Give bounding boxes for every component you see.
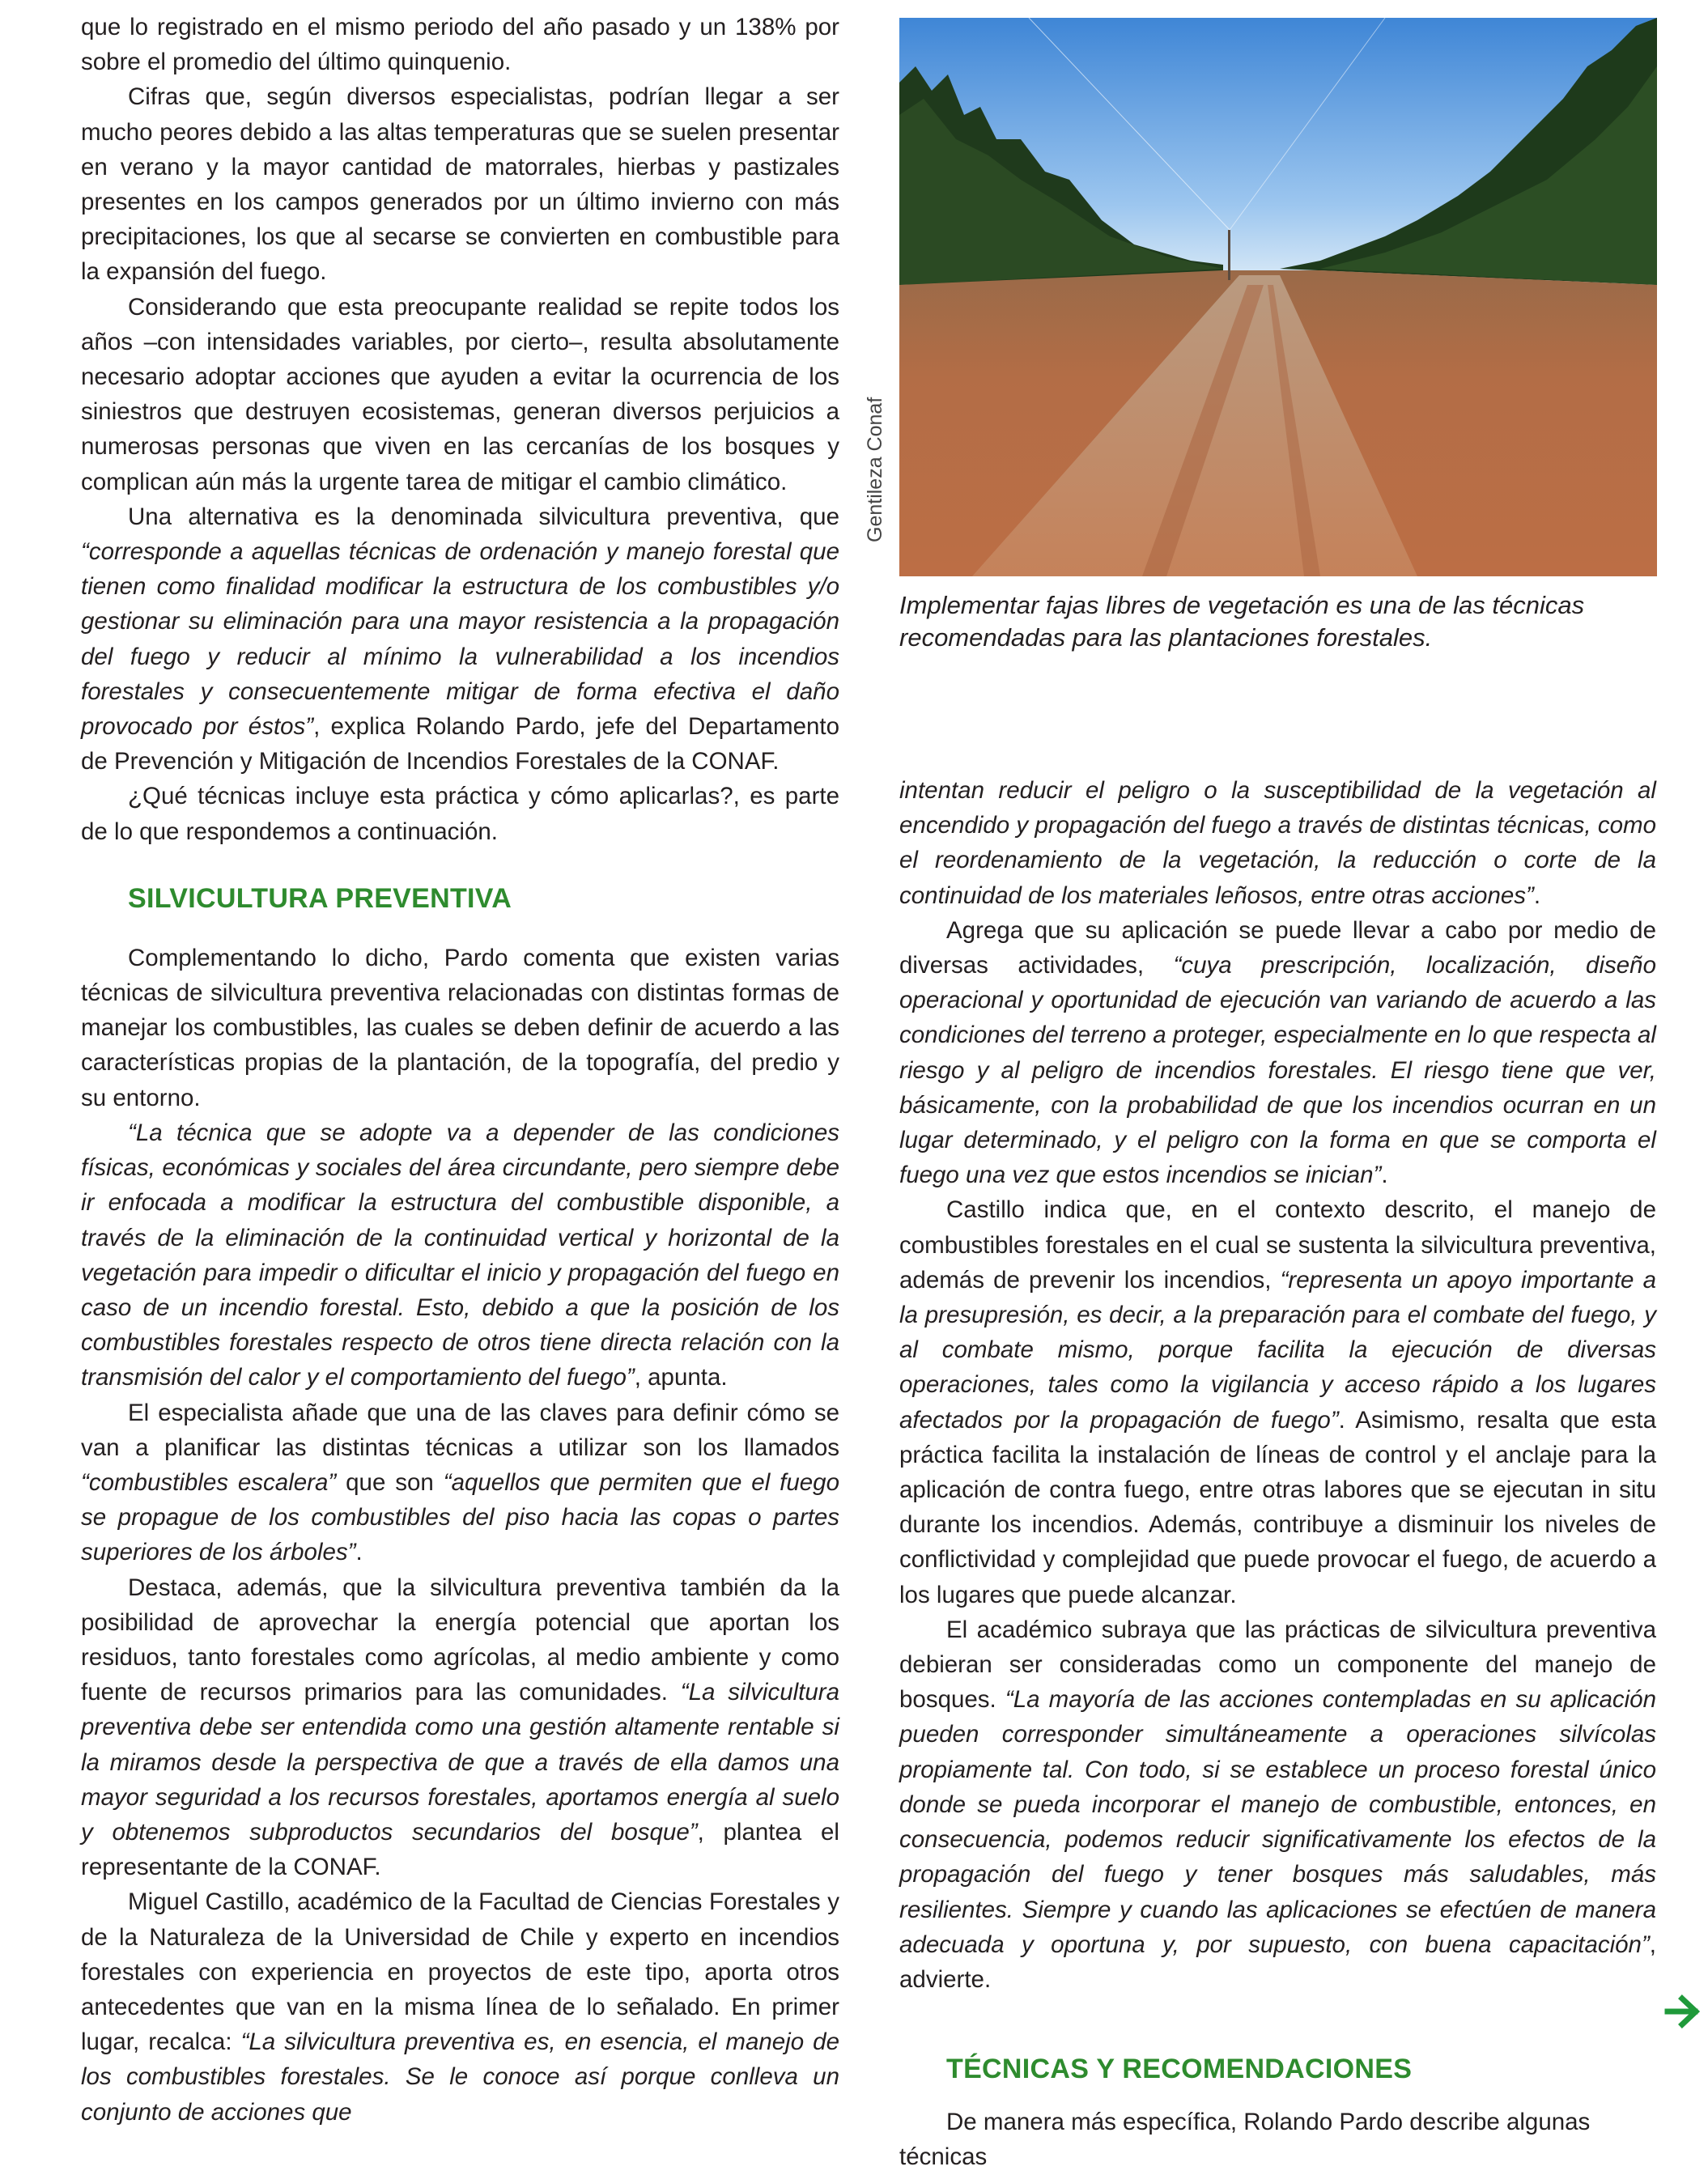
paragraph-text: que son <box>336 1468 444 1496</box>
paragraph-text: Cifras que, según diversos especialistas, podrían llegar a ser mucho peores debido a las altas temperaturas que se suelen presentar en verano y la mayor cantidad de matorrales, hierbas y pastizales presentes en los campos generados por un último invierno con más precipitaciones, los que al secarse se convierten en combustible para la expansión del fuego. <box>81 83 839 286</box>
arrow-right-icon[interactable] <box>1666 1996 1700 2027</box>
paragraph-text: que lo registrado en el mismo periodo del año pasado y un 138% por sobre el promedio del último quinquenio. <box>81 14 839 76</box>
left-column <box>81 10 839 2130</box>
photo-caption: Implementar fajas libres de vegetación es una de las técnicas recomendadas para las plantaciones forestales. <box>899 591 1585 652</box>
quote-text: “combustibles escalera” <box>81 1468 337 1496</box>
paragraph-text: Miguel Castillo, académico de la Facultad de Ciencias Forestales y de la Naturaleza de la Universidad de Chile y experto en incendios forestales con experiencia en proyectos de este tipo, aporta otros antecedentes que van en la misma línea de lo señalado. En primer lugar, recalca: <box>81 1888 839 2056</box>
section-heading: TÉCNICAS Y RECOMENDACIONES <box>946 2054 1413 2085</box>
paragraph-text: , explica Rolando Pardo, jefe del Departamento de Prevención y Mitigación de Incendios Forestales de la CONAF. <box>81 713 839 775</box>
paragraph-text: Destaca, además, que la silvicultura preventiva también da la posibilidad de aprovechar la energía potencial que aportan los residuos, tanto forestales como agrícolas, al medio ambiente y como fuente de recursos primarios para las comunidades. <box>81 1574 839 1706</box>
section-heading: SILVICULTURA PREVENTIVA <box>128 882 512 914</box>
forest-firebreak-road-photo <box>899 18 1657 576</box>
paragraph-text: Considerando que esta preocupante realidad se repite todos los años –con intensidades variables, por cierto–, resulta absolutamente necesario adoptar acciones que ayuden a evitar la ocurrencia de los siniestros que destruyen ecosistemas, generan diversos perjuicios a numerosas personas que viven en las cercanías de los bosques y complican aún más la urgente tarea de mitigar el cambio climático. <box>81 293 839 495</box>
paragraph <box>81 499 839 780</box>
paragraph-text: , apunta. <box>634 1364 728 1391</box>
quote-text: “La mayoría de las acciones contempladas en su aplicación pueden corresponder simultáneamente a operaciones silvícolas propiamente tal. Con todo, si se establece un proceso forestal único donde se pueda incorporar el manejo de combustible, entonces, en consecuencia, podemos reducir significativamente los efectos de la propagación del fuego y tener bosques más saludables, más resilientes. Siempre y cuando las aplicaciones se efectúen de manera adecuada y oportuna y, por supuesto, con buena capacitación” <box>899 1686 1656 1958</box>
quote-text: intentan reducir el peligro o la susceptibilidad de la vegetación al encendido y propagación del fuego a través de distintas técnicas, como el reordenamiento de la vegetación, la reducción o corte de la continuidad de los materiales leñosos, entre otras acciones” <box>899 777 1656 909</box>
paragraph <box>81 1395 839 1570</box>
paragraph <box>899 1612 1656 1997</box>
quote-text: “cuya prescripción, localización, diseño operacional y oportunidad de ejecución van variando de acuerdo a las condiciones del terreno a proteger, especialmente en lo que respecta al riesgo y al peligro de incendios forestales. El riesgo tiene que ver, básicamente, con la probabilidad de que los incendios ocurran en un lugar determinado, y el peligro con la forma en que se comporta el fuego una vez que estos incendios se inician” <box>899 952 1656 1189</box>
paragraph <box>81 290 839 499</box>
paragraph <box>81 1570 839 1885</box>
paragraph-text: Castillo indica que, en el contexto descrito, el manejo de combustibles forestales en el cual se sustenta la silvicultura preventiva, además de prevenir los incendios, <box>899 1196 1656 1294</box>
paragraph-text: . <box>1381 1162 1388 1189</box>
paragraph-text: El académico subraya que las prácticas de silvicultura preventiva debieran ser consideradas como un componente del manejo de bosques. <box>899 1616 1656 1714</box>
paragraph-text: . <box>1533 881 1541 909</box>
paragraph <box>899 773 1656 913</box>
paragraph <box>81 79 839 289</box>
paragraph-text: . Asimismo, resalta que esta práctica facilita la instalación de líneas de control y el anclaje para la aplicación de contra fuego, entre otras labores que se ejecutan in situ durante los incendios. Además, contribuye a disminuir los niveles de conflictividad y complejidad que puede provocar el fuego, de acuerdo a los lugares que puede alcanzar. <box>899 1406 1656 1608</box>
paragraph <box>81 779 839 848</box>
quote-text: “aquellos que permiten que el fuego se propague de los combustibles del piso hacia las copas o partes superiores de los árboles” <box>81 1468 839 1566</box>
photo-credit: Gentileza Conaf <box>864 397 886 542</box>
paragraph-text: Agrega que su aplicación se puede llevar a cabo por medio de diversas actividades, <box>899 916 1656 979</box>
paragraph-text: , advierte. <box>899 1931 1656 1993</box>
quote-text: “La silvicultura preventiva es, en esencia, el manejo de los combustibles forestales. Se le conoce así porque conlleva un conjunto de acciones que <box>81 2028 839 2126</box>
paragraph-text: , plantea el representante de la CONAF. <box>81 1818 839 1881</box>
paragraph-text: Complementando lo dicho, Pardo comenta que existen varias técnicas de silvicultura preventiva relacionadas con distintas formas de manejar los combustibles, las cuales se deben definir de acuerdo a las características propias de la plantación, de la topografía, del predio y su entorno. <box>81 944 839 1111</box>
article-photo <box>899 18 1657 576</box>
paragraph <box>81 941 839 1115</box>
right-column <box>899 773 1656 2175</box>
quote-text: “La técnica que se adopte va a depender de las condiciones físicas, económicas y sociales del área circundante, pero siempre debe ir enfocada a modificar la estructura del combustible disponible, a través de la eliminación de la continuidad vertical y horizontal de la vegetación para impedir o dificultar el inicio y propagación del fuego en caso de un incendio forestal. Esto, debido a que la posición de los combustibles forestales respecto de otros tiene directa relación con la transmisión del calor y el comportamiento del fuego” <box>81 1119 839 1391</box>
paragraph <box>899 1192 1656 1612</box>
paragraph-text: El especialista añade que una de las claves para definir cómo se van a planificar las distintas técnicas a utilizar son los llamados <box>81 1399 839 1461</box>
paragraph <box>899 913 1656 1193</box>
paragraph <box>81 1115 839 1395</box>
paragraph <box>899 2105 1656 2174</box>
paragraph-text: Una alternativa es la denominada silvicultura preventiva, que <box>128 503 839 530</box>
paragraph-text: De manera más específica, Rolando Pardo describe algunas técnicas <box>899 2109 1591 2171</box>
paragraph <box>81 10 839 79</box>
quote-text: “representa un apoyo importante a la presupresión, es decir, a la preparación para el combate del fuego, y al combate mismo, porque facilita la ejecución de diversas operaciones, tales como la vigilancia y acceso rápido a los lugares afectados por la propagación de fuego” <box>899 1266 1656 1434</box>
paragraph <box>81 1884 839 2129</box>
paragraph-text: ¿Qué técnicas incluye esta práctica y cómo aplicarlas?, es parte de lo que respondemos a continuación. <box>81 783 839 845</box>
quote-text: “corresponde a aquellas técnicas de ordenación y manejo forestal que tienen como finalidad modificar la estructura de los combustibles y/o gestionar su eliminación para una mayor resistencia a la propagación del fuego y reducir al mínimo la vulnerabilidad a los incendios forestales y consecuentemente mitigar de forma efectiva el daño provocado por éstos” <box>81 538 839 741</box>
paragraph-text: . <box>355 1539 363 1566</box>
quote-text: “La silvicultura preventiva debe ser entendida como una gestión altamente rentable si la miramos desde la perspectiva de que a través de ella damos una mayor seguridad a los recursos forestales, aportamos energía al suelo y obtenemos subproductos secundarios del bosque” <box>81 1679 839 1846</box>
